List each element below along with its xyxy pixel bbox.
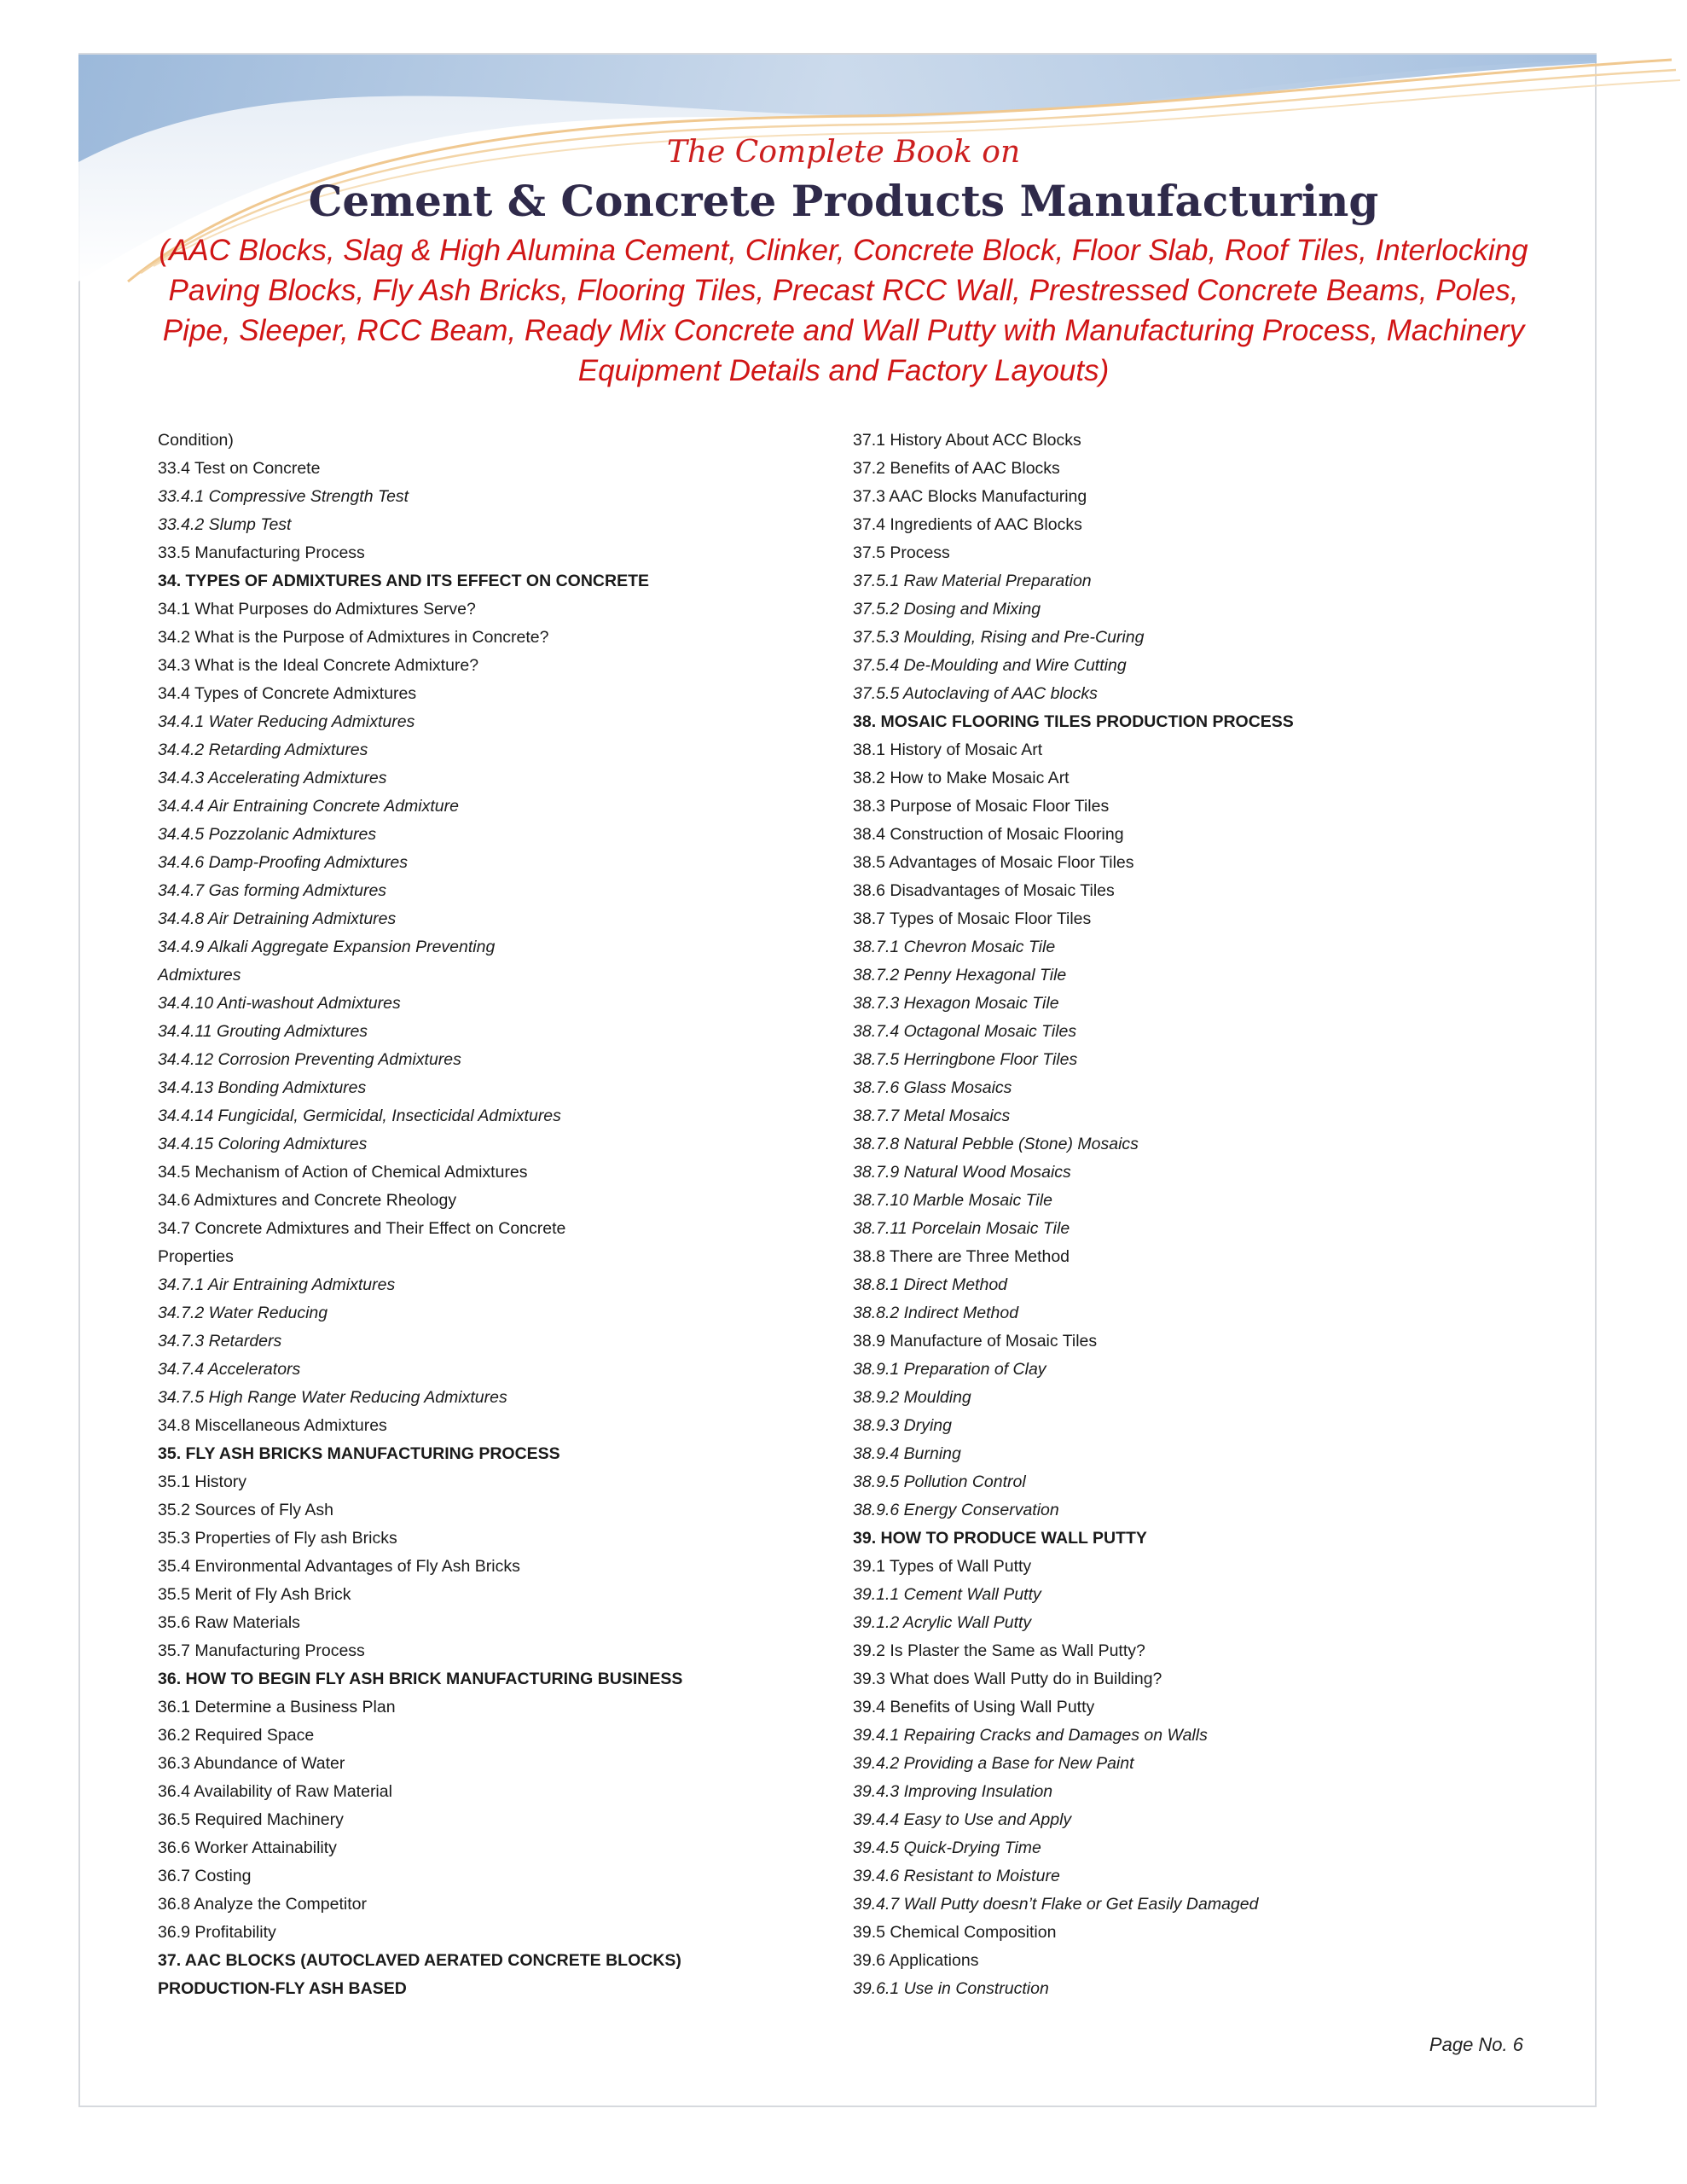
toc-entry: 39.3 What does Wall Putty do in Building? <box>853 1670 1162 1688</box>
toc-entry: 39.5 Chemical Composition <box>853 1923 1057 1942</box>
toc-entry: 36.6 Worker Attainability <box>158 1838 337 1857</box>
toc-entry: 38.7.7 Metal Mosaics <box>853 1107 1011 1125</box>
toc-entry: 35.3 Properties of Fly ash Bricks <box>158 1529 397 1548</box>
book-subtitle: The Complete Book on <box>666 135 1021 170</box>
toc-entry: 34.4.9 Alkali Aggregate Expansion Preventing <box>158 938 496 956</box>
toc-entry: 39.4.6 Resistant to Moisture <box>853 1867 1060 1885</box>
toc-entry: 37.4 Ingredients of AAC Blocks <box>853 515 1082 534</box>
toc-chapter-heading: 35. FLY ASH BRICKS MANUFACTURING PROCESS <box>158 1444 560 1463</box>
toc-chapter-heading: 34. TYPES OF ADMIXTURES AND ITS EFFECT ON CONCRETE <box>158 572 650 590</box>
toc-entry: 34.6 Admixtures and Concrete Rheology <box>158 1191 457 1210</box>
toc-entry: 38.8.1 Direct Method <box>853 1275 1008 1294</box>
toc-entry: 38.7.11 Porcelain Mosaic Tile <box>853 1219 1070 1238</box>
toc-entry: 38.8 There are Three Method <box>853 1247 1070 1266</box>
toc-entry: 38.9.1 Preparation of Clay <box>853 1360 1046 1379</box>
toc-entry: 38.7.2 Penny Hexagonal Tile <box>853 966 1067 985</box>
toc-chapter-heading: PRODUCTION-FLY ASH BASED <box>158 1979 407 1998</box>
toc-entry: 35.1 History <box>158 1472 247 1491</box>
toc-entry: 39.4.2 Providing a Base for New Paint <box>853 1754 1134 1773</box>
toc-entry: 39.1.1 Cement Wall Putty <box>853 1585 1041 1604</box>
toc-entry: 38.7.5 Herringbone Floor Tiles <box>853 1050 1078 1069</box>
toc-entry: 37.5.1 Raw Material Preparation <box>853 572 1092 590</box>
book-topics: (AAC Blocks, Slag & High Alumina Cement, Clinker, Concrete Block, Floor Slab, Roof Tiles, Interlocking Paving Blocks, Fly Ash Bricks, Flooring Tiles, Precast RCC Wall, Prestressed Concrete Beams, Poles, Pipe, Sleeper, RCC Beam, Ready Mix Concrete and Wall Putty with Manufacturing Process, Machinery Equipment Details and Factory Layouts) <box>159 234 1528 387</box>
toc-entry: 38.4 Construction of Mosaic Flooring <box>853 825 1124 844</box>
toc-entry: 36.3 Abundance of Water <box>158 1754 345 1773</box>
toc-entry: 37.5.2 Dosing and Mixing <box>853 600 1041 619</box>
toc-entry: 38.7 Types of Mosaic Floor Tiles <box>853 909 1092 928</box>
toc-entry: 34.7.4 Accelerators <box>158 1360 301 1379</box>
toc-entry: 33.5 Manufacturing Process <box>158 543 365 562</box>
toc-entry: 34.7.3 Retarders <box>158 1332 282 1350</box>
toc-entry: 39.4.5 Quick-Drying Time <box>853 1838 1041 1857</box>
toc-entry: 33.4.1 Compressive Strength Test <box>158 487 409 506</box>
toc-entry: 36.1 Determine a Business Plan <box>158 1698 396 1716</box>
toc-entry: 38.9.3 Drying <box>853 1416 952 1435</box>
toc-entry: 37.5.5 Autoclaving of AAC blocks <box>853 684 1098 703</box>
toc-entry: 38.1 History of Mosaic Art <box>853 741 1043 759</box>
toc-right-column <box>853 427 1535 2003</box>
toc-entry: 36.7 Costing <box>158 1867 252 1885</box>
toc-entry: 34.4.6 Damp-Proofing Admixtures <box>158 853 408 872</box>
toc-entry: Admixtures <box>158 966 241 985</box>
toc-entry: 35.6 Raw Materials <box>158 1613 300 1632</box>
toc-entry: 34.4.8 Air Detraining Admixtures <box>158 909 397 928</box>
toc-entry: 38.7.9 Natural Wood Mosaics <box>853 1163 1071 1182</box>
toc-entry: 34.1 What Purposes do Admixtures Serve? <box>158 600 476 619</box>
toc-entry: 34.4.4 Air Entraining Concrete Admixture <box>158 797 459 816</box>
toc-entry: 34.4 Types of Concrete Admixtures <box>158 684 417 703</box>
toc-entry: 39.4.3 Improving Insulation <box>853 1782 1053 1801</box>
toc-entry: 38.7.10 Marble Mosaic Tile <box>853 1191 1052 1210</box>
toc-entry: 38.7.6 Glass Mosaics <box>853 1078 1012 1097</box>
toc-entry: 35.2 Sources of Fly Ash <box>158 1501 333 1519</box>
toc-entry: 39.6.1 Use in Construction <box>853 1979 1049 1998</box>
toc-chapter-heading: 37. AAC BLOCKS (AUTOCLAVED AERATED CONCRETE BLOCKS) <box>158 1951 681 1970</box>
toc-entry: 37.2 Benefits of AAC Blocks <box>853 459 1060 478</box>
toc-entry: 36.5 Required Machinery <box>158 1810 344 1829</box>
toc-entry: 38.9.6 Energy Conservation <box>853 1501 1059 1519</box>
toc-chapter-heading: 38. MOSAIC FLOORING TILES PRODUCTION PROCESS <box>853 712 1294 731</box>
toc-entry: 34.4.15 Coloring Admixtures <box>158 1135 368 1153</box>
toc-entry: 34.4.7 Gas forming Admixtures <box>158 881 387 900</box>
toc-entry: 38.2 How to Make Mosaic Art <box>853 769 1070 787</box>
toc-entry: 34.4.12 Corrosion Preventing Admixtures <box>158 1050 461 1069</box>
toc-entry: 34.7 Concrete Admixtures and Their Effect on Concrete <box>158 1219 566 1238</box>
toc-entry: 34.4.2 Retarding Admixtures <box>158 741 368 759</box>
toc-entry: 38.7.8 Natural Pebble (Stone) Mosaics <box>853 1135 1139 1153</box>
toc-entry: 34.2 What is the Purpose of Admixtures in Concrete? <box>158 628 549 647</box>
toc-entry: 37.3 AAC Blocks Manufacturing <box>853 487 1087 506</box>
toc-entry: Condition) <box>158 431 234 450</box>
toc-entry: 39.1 Types of Wall Putty <box>853 1557 1032 1576</box>
toc-entry: 36.4 Availability of Raw Material <box>158 1782 392 1801</box>
toc-entry: 36.2 Required Space <box>158 1726 315 1745</box>
toc-entry: 38.9.5 Pollution Control <box>853 1472 1026 1491</box>
toc-entry: 38.8.2 Indirect Method <box>853 1304 1019 1322</box>
toc-entry: 37.5 Process <box>853 543 950 562</box>
toc-entry: 36.8 Analyze the Competitor <box>158 1895 367 1914</box>
page-number: Page No. 6 <box>1429 2034 1523 2055</box>
toc-entry: 38.9.2 Moulding <box>853 1388 971 1407</box>
toc-entry: 34.4.14 Fungicidal, Germicidal, Insecticidal Admixtures <box>158 1107 561 1125</box>
toc-left-column <box>158 427 840 2003</box>
toc-entry: 38.3 Purpose of Mosaic Floor Tiles <box>853 797 1110 816</box>
toc-entry: 33.4.2 Slump Test <box>158 515 292 534</box>
toc-entry: 34.3 What is the Ideal Concrete Admixture? <box>158 656 479 675</box>
toc-chapter-heading: 39. HOW TO PRODUCE WALL PUTTY <box>853 1529 1147 1548</box>
toc-entry: 34.4.13 Bonding Admixtures <box>158 1078 367 1097</box>
toc-entry: 35.5 Merit of Fly Ash Brick <box>158 1585 351 1604</box>
toc-entry: 39.6 Applications <box>853 1951 979 1970</box>
toc-entry: 39.4 Benefits of Using Wall Putty <box>853 1698 1095 1716</box>
toc-entry: 38.9 Manufacture of Mosaic Tiles <box>853 1332 1098 1350</box>
toc-entry: 38.6 Disadvantages of Mosaic Tiles <box>853 881 1115 900</box>
toc-entry: 38.7.1 Chevron Mosaic Tile <box>853 938 1056 956</box>
toc-entry: 38.5 Advantages of Mosaic Floor Tiles <box>853 853 1134 872</box>
toc-entry: 38.7.3 Hexagon Mosaic Tile <box>853 994 1059 1013</box>
toc-entry: 35.4 Environmental Advantages of Fly Ash Bricks <box>158 1557 520 1576</box>
toc-entry: 34.8 Miscellaneous Admixtures <box>158 1416 387 1435</box>
toc-entry: 33.4 Test on Concrete <box>158 459 321 478</box>
toc-entry: 37.1 History About ACC Blocks <box>853 431 1081 450</box>
toc-entry: 34.7.1 Air Entraining Admixtures <box>158 1275 396 1294</box>
toc-entry: 39.4.7 Wall Putty doesn’t Flake or Get Easily Damaged <box>853 1895 1259 1914</box>
toc-entry: 39.4.4 Easy to Use and Apply <box>853 1810 1072 1829</box>
toc-entry: 38.7.4 Octagonal Mosaic Tiles <box>853 1022 1077 1041</box>
toc-entry: 35.7 Manufacturing Process <box>158 1641 365 1660</box>
toc-entry: 37.5.3 Moulding, Rising and Pre-Curing <box>853 628 1145 647</box>
toc-entry: 34.7.2 Water Reducing <box>158 1304 328 1322</box>
toc-chapter-heading: 36. HOW TO BEGIN FLY ASH BRICK MANUFACTURING BUSINESS <box>158 1670 683 1688</box>
toc-entry: Properties <box>158 1247 234 1266</box>
toc-entry: 34.4.11 Grouting Admixtures <box>158 1022 368 1041</box>
book-title: Cement & Concrete Products Manufacturing <box>308 176 1379 226</box>
toc-entry: 34.4.3 Accelerating Admixtures <box>158 769 387 787</box>
toc-entry: 39.2 Is Plaster the Same as Wall Putty? <box>853 1641 1145 1660</box>
toc-entry: 34.4.1 Water Reducing Admixtures <box>158 712 415 731</box>
toc-entry: 34.7.5 High Range Water Reducing Admixtures <box>158 1388 507 1407</box>
toc-entry: 36.9 Profitability <box>158 1923 276 1942</box>
toc-entry: 39.4.1 Repairing Cracks and Damages on Walls <box>853 1726 1208 1745</box>
toc-entry: 39.1.2 Acrylic Wall Putty <box>853 1613 1032 1632</box>
toc-entry: 38.9.4 Burning <box>853 1444 961 1463</box>
toc-entry: 34.4.5 Pozzolanic Admixtures <box>158 825 377 844</box>
toc-entry: 37.5.4 De-Moulding and Wire Cutting <box>853 656 1127 675</box>
toc-entry: 34.4.10 Anti-washout Admixtures <box>158 994 401 1013</box>
toc-entry: 34.5 Mechanism of Action of Chemical Admixtures <box>158 1163 528 1182</box>
